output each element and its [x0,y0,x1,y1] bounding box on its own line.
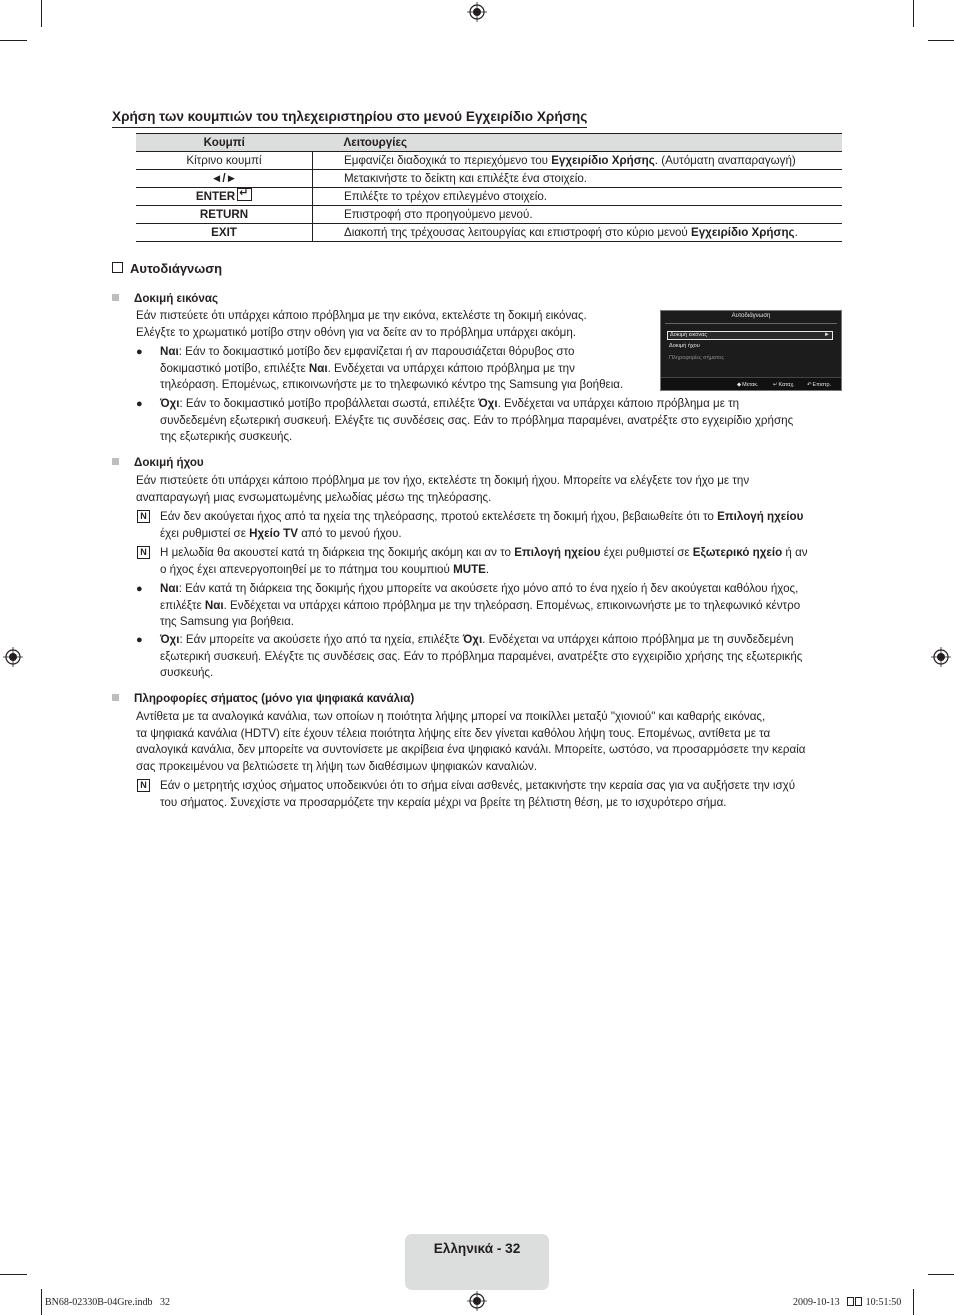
hint-move: ◆Μετακ. [737,382,759,388]
text-line: Όχι: Εάν μπορείτε να ακούσετε ήχο από τα ηχεία, επιλέξτε Όχι. Ενδέχεται να υπάρχει κάποιο πρόβλημα με τη συνδεδεμένη [160,633,794,646]
square-bullet-icon [112,458,119,465]
table-header-row [136,134,842,152]
crop-mark [913,0,914,27]
enter-icon: ↵ [773,382,778,388]
move-icon: ◆ [737,382,742,388]
bullet-icon: ● [136,583,143,595]
hint-enter: ↵Καταχ. [773,382,795,388]
text-line: εξωτερική συσκευή. Ελέγξτε τις συνδέσεις σας. Εάν το πρόβλημα παραμένει, ανατρέξτε στο εγχειρίδιο χρήσης της εξωτερικής [160,649,803,663]
text-line: Εάν πιστεύετε ότι υπάρχει κάποιο πρόβλημα με την εικόνα, εκτελέστε τη δοκιμή εικόνας. [136,309,587,322]
text-line: έχει ρυθμιστεί σε Ηχείο TV από το μενού ήχου. [160,526,402,540]
footer-filename: BN68-02330B-04Gre.indb 32 [45,1297,170,1308]
text-line: επιλέξτε Ναι. Ενδέχεται να υπάρχει κάποιο πρόβλημα με την τηλεόραση. Επομένως, επικοινωνήστε με το τηλεφωνικό κέντρο [160,598,801,612]
text-line: Εάν δεν ακούγεται ήχος από τα ηχεία της τηλεόρασης, προτού εκτελέσετε τη δοκιμή ήχου, βεβαιωθείτε ότι το Επιλογή ηχείου [160,510,804,523]
registration-mark-icon [931,647,951,667]
text-line: της Samsung για βοήθεια. [160,615,295,628]
text-line: Εάν πιστεύετε ότι υπάρχει κάποιο πρόβλημα με τον ήχο, εκτελέστε τη δοκιμή ήχου. Μπορείτε να ελέγξετε τον ήχο με την [136,474,750,487]
page-heading: Χρήση των κουμπιών του τηλεχειριστηρίου στο μενού Εγχειρίδιο Χρήσης [112,108,587,128]
crop-mark [928,40,954,41]
text-line: Όχι: Εάν το δοκιμαστικό μοτίβο προβάλλεται σωστά, επιλέξτε Όχι. Ενδέχεται να υπάρχει κάποιο πρόβλημα με τη [160,397,740,410]
table-row [136,206,842,224]
self-diagnosis-menu-screenshot [660,310,842,391]
return-icon: ↶ [807,382,812,388]
text-line: Ναι: Εάν κατά τη διάρκεια της δοκιμής ήχου μπορείτε να ακούσετε ήχο μόνο από το ένα ηχείο ή δεν ακούγεται καθόλου ήχος, [160,582,799,595]
function-cell: Διακοπή της τρέχουσας λειτουργίας και επιστροφή στο κύριο μενού Εγχειρίδιο Χρήσης. [313,224,843,242]
hint-return: ↶Επιστρ. [807,382,832,388]
subsection-title: Δοκιμή ήχου [112,455,204,472]
crop-mark [0,1274,27,1275]
menu-divider [665,323,837,324]
table-row [136,152,842,170]
paragraph [136,308,587,341]
section-checkbox-icon [112,262,123,273]
text-line: σας προκειμένου να βελτιώσετε τη λήψη των διαθέσιμων ψηφιακών καναλιών. [136,759,538,773]
unknown-glyph-icon [847,1297,854,1306]
crop-mark [41,1289,42,1315]
page-number-tab [405,1234,549,1290]
button-cell: Κίτρινο κουμπί [136,152,313,170]
paragraph [136,473,749,506]
table-row [136,224,842,242]
menu-footer [661,377,841,390]
bullet-icon: ● [136,398,143,410]
function-cell: Εμφανίζει διαδοχικά το περιεχόμενο του Εγχειρίδιο Χρήσης. (Αυτόματη αναπαραγωγή) [313,152,843,170]
text-line: αναπαραγωγή μιας ενσωματωμένης μελωδίας μέσω της τηλεόρασης. [136,490,492,504]
menu-item-sound-test: Δοκιμή ήχου [669,343,700,349]
arrow-right-icon: ► [824,332,830,338]
square-bullet-icon [112,694,119,701]
note-icon: N [137,510,150,523]
section-title: Αυτοδιάγνωση [112,261,222,278]
menu-title: Αυτοδιάγνωση [731,313,771,319]
text-line: Ναι: Εάν το δοκιμαστικό μοτίβο δεν εμφανίζεται ή αν παρουσιάζεται θόρυβος στο [160,345,575,358]
registration-mark-icon [467,1291,487,1311]
subsection-title: Δοκιμή εικόνας [112,291,218,308]
bullet-icon: ● [136,634,143,646]
registration-mark-icon [3,647,23,667]
crop-mark [928,1274,954,1275]
function-cell: Επιλέξτε το τρέχον επιλεγμένο στοιχείο. [313,188,843,206]
text-line: συσκευής. [160,666,214,679]
crop-mark [41,0,42,27]
footer-timestamp: 2009-10-13 10:51:50 [793,1297,902,1308]
paragraph [136,709,806,775]
remote-buttons-table [136,133,842,242]
column-header-button: Κουμπί [136,134,313,152]
text-line: δοκιμαστικό μοτίβο, επιλέξτε Ναι. Ενδέχεται να υπάρχει κάποιο πρόβλημα με την [160,361,575,375]
button-cell: ENTER↵ [136,188,313,206]
text-line: συνδεδεμένη εξωτερική συσκευή. Ελέγξτε τις συνδέσεις σας. Εάν το πρόβλημα παραμένει, ανατρέξτε στο εγχειρίδιο χρήσης [160,413,794,427]
button-cell: RETURN [136,206,313,224]
button-cell: ◄/► [136,170,313,188]
text-line: της εξωτερικής συσκευής. [160,430,293,443]
function-cell: Μετακινήστε το δείκτη και επιλέξτε ένα στοιχείο. [313,170,843,188]
menu-item-picture-test: Δοκιμή εικόνας ► [667,331,833,340]
registration-mark-icon [467,2,487,22]
text-line: ο ήχος έχει απενεργοποιηθεί με το πάτημα του κουμπιού MUTE. [160,562,490,576]
subsection-title: Πληροφορίες σήματος (μόνο για ψηφιακά κανάλια) [112,691,414,708]
menu-item-signal-info: Πληροφορίες σήματος [669,355,725,361]
page-number: Ελληνικά - 32 [433,1241,521,1256]
text-line: του σήματος. Συνεχίστε να προσαρμόζετε την κεραία μέχρι να βρείτε τη βέλτιστη θέση, με το ισχυρότερο σήμα. [160,795,727,809]
unknown-glyph-icon [855,1297,862,1306]
enter-key-icon [237,188,252,201]
note-icon: N [137,779,150,792]
text-line: τα ψηφιακά κανάλια (HDTV) είτε έχουν τέλεια ποιότητα λήψης είτε δεν γίνεται καθόλου λήψη τους. Επομένως, αντίθετα με τα [136,726,771,740]
text-line: Αντίθετα με τα αναλογικά κανάλια, των οποίων η ποιότητα λήψης μπορεί να ποικίλλει μεταξύ "χιονιού" και καθαρής εικόνας, [136,710,766,723]
text-line: αναλογικά κανάλια, δεν μπορείτε να συντονίσετε με ακρίβεια ένα ψηφιακό κανάλι. Μπορείτε, ωστόσο, να προσαρμόσετε την κεραία [136,743,806,756]
bullet-icon: ● [136,346,143,358]
crop-mark [0,40,27,41]
table-row [136,188,842,206]
button-cell: EXIT [136,224,313,242]
function-cell: Επιστροφή στο προηγούμενο μενού. [313,206,843,224]
text-line: τηλεόραση. Επομένως, επικοινωνήστε με το τηλεφωνικό κέντρο της Samsung για βοήθεια. [160,378,624,391]
text-line: Η μελωδία θα ακουστεί κατά τη διάρκεια της δοκιμής ακόμη και αν το Επιλογή ηχείου έχει ρυθμιστεί σε Εξωτερικό ηχείο ή αν [160,546,808,559]
column-header-function: Λειτουργίες [313,134,843,152]
crop-mark [913,1289,914,1315]
text-line: Εάν ο μετρητής ισχύος σήματος υποδεικνύει ότι το σήμα είναι ασθενές, μετακινήστε την κεραία σας για να αυξήσετε την ισχύ [160,779,796,792]
note-icon: N [137,546,150,559]
text-line: Ελέγξτε το χρωματικό μοτίβο στην οθόνη για να δείτε αν το πρόβλημα υπάρχει ακόμη. [136,325,577,339]
square-bullet-icon [112,294,119,301]
